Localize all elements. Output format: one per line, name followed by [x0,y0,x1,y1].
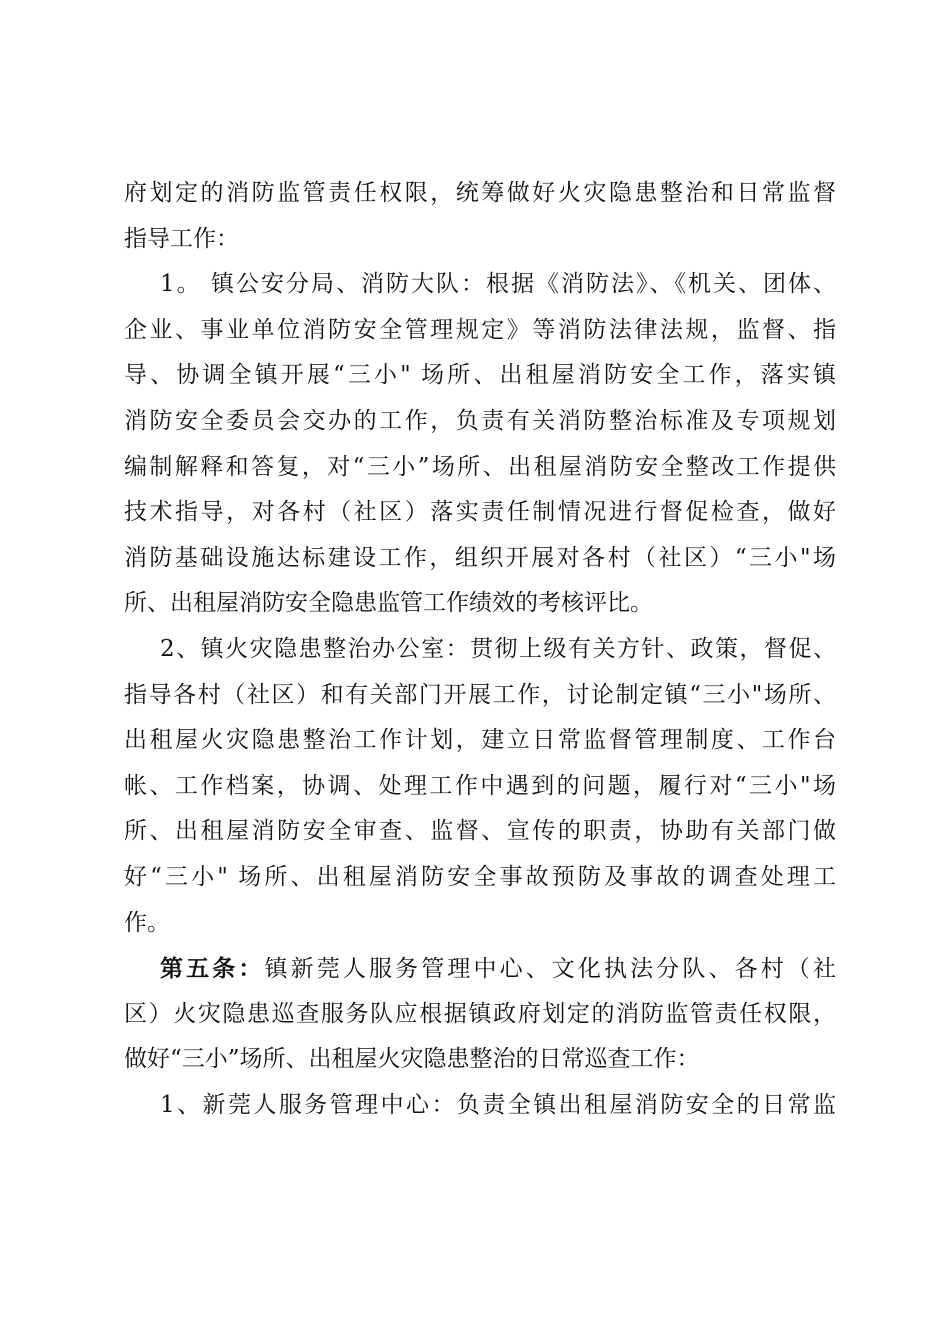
text-line: 1。 镇公安分局、消防大队：根据《消防法》、《机关、团体、 [160,271,836,298]
text-line: 所、出租屋消防安全隐患监管工作绩效的考核评比。 [124,590,653,617]
text-line: 指导各村（社区）和有关部门开展工作，讨论制定镇“三小"场所、 [124,681,836,708]
text-line: 消防基础设施达标建设工作，组织开展对各村（社区）“三小"场 [124,544,836,571]
text-line: 企业、事业单位消防安全管理规定》等消防法律法规，监督、指 [124,316,836,343]
text-line: 1、新莞人服务管理中心：负责全镇出租屋消防安全的日常监 [160,1091,836,1118]
text-line: 做好“三小”场所、出租屋火灾隐患整治的日常巡查工作： [124,1046,700,1073]
article-text: 镇新莞人服务管理中心、文化执法分队、各村（社 [264,956,837,983]
text-line: 好“三小" 场所、出租屋消防安全事故预防及事故的调查处理工 [124,863,836,890]
text-line: 出租屋火灾隐患整治工作计划，建立日常监督管理制度、工作台 [124,727,836,754]
text-line: 区）火灾隐患巡查服务队应根据镇政府划定的消防监管责任权限， [124,1000,836,1027]
text-line: 指导工作： [124,225,239,252]
article-heading: 第五条： [160,955,265,983]
article-line [124,946,836,992]
text-line: 帐、工作档案，协调、处理工作中遇到的问题，履行对“三小"场 [124,772,836,799]
text-line: 消防安全委员会交办的工作，负责有关消防整治标准及专项规划 [124,407,836,434]
text-line: 技术指导，对各村（社区）落实责任制情况进行督促检查，做好 [124,499,836,526]
text-line: 府划定的消防监管责任权限，统筹做好火灾隐患整治和日常监督 [124,180,836,206]
text-line: 2、镇火灾隐患整治办公室：贯彻上级有关方针、政策，督促、 [160,635,836,662]
text-line: 导、协调全镇开展“三小" 场所、出租屋消防安全工作，落实镇 [124,362,836,389]
text-line: 作。 [124,909,170,936]
text-line: 编制解释和答复，对“三小”场所、出租屋消防安全整改工作提供 [124,453,836,480]
document-body [124,171,836,1128]
text-line: 所、出租屋消防安全审查、监督、宣传的职责，协助有关部门做 [124,818,836,845]
